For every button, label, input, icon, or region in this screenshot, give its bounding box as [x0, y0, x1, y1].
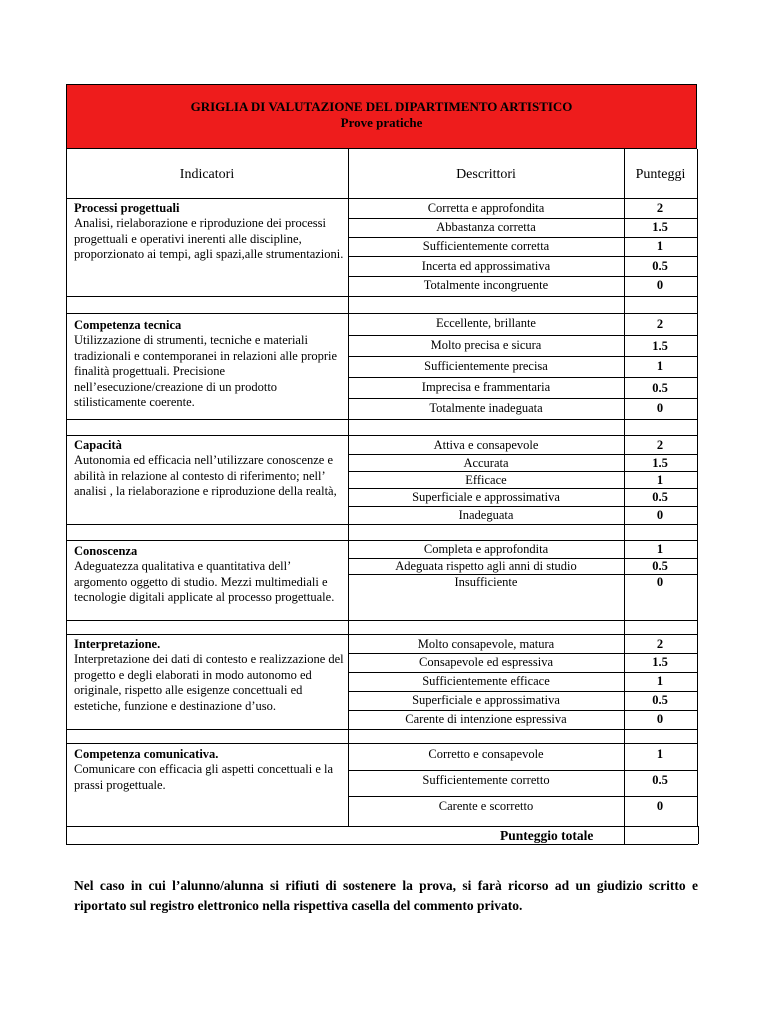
score: 0 [656, 799, 664, 813]
descriptor: Imprecisa e frammentaria [421, 380, 551, 394]
score: 1 [656, 359, 664, 373]
indicator-description: Analisi, rielaborazione e riproduzione dei processi progettuali e operativi inerenti alle discipline, proporzionato ai tempi, agli spazi,alle strumentazioni. [74, 216, 344, 261]
score: 0 [656, 401, 664, 415]
indicator-title: Competenza tecnica [74, 318, 182, 332]
row-divider [348, 237, 697, 238]
descriptor: Carente e scorretto [438, 799, 534, 813]
indicator-capacita [74, 438, 346, 500]
score: 2 [656, 637, 664, 651]
row-divider [348, 653, 697, 654]
descriptor: Sufficientemente efficace [422, 674, 550, 688]
descriptor: Adeguata rispetto agli anni di studio [395, 559, 577, 573]
table-border-right [697, 149, 698, 826]
score: 1.5 [652, 339, 668, 353]
score: 0 [656, 575, 664, 589]
indicator-description: Autonomia ed efficacia nell’utilizzare conoscenze e abilità in relazione al contesto di riferimento; nell’ analisi , la rielaborazione e riproduzione della realtà, [74, 453, 337, 498]
row-divider [348, 672, 697, 673]
score: 2 [656, 438, 664, 452]
row-divider [348, 691, 697, 692]
row-divider [348, 377, 697, 378]
row-divider [348, 398, 697, 399]
section-divider [66, 743, 697, 744]
score: 1 [656, 473, 664, 487]
score: 0.5 [652, 490, 668, 504]
score: 1.5 [652, 220, 668, 234]
descriptor: Abbastanza corretta [436, 220, 536, 234]
indicator-description: Interpretazione dei dati di contesto e realizzazione del progetto e degli elaborati in modo autonomo ed originale, rispetto alle esigenze concettuali ed estetiche, funzione e destinazione d’uso. [74, 652, 344, 713]
descriptor: Corretta e approfondita [427, 201, 545, 215]
indicator-competenza-comunicativa [74, 747, 346, 793]
descriptor: Consapevole ed espressiva [419, 655, 553, 669]
indicator-conoscenza [74, 544, 346, 606]
grid-subtitle: Prove pratiche [340, 115, 423, 130]
indicator-processi-progettuali [74, 201, 346, 263]
descriptor: Sufficientemente corretta [422, 239, 550, 253]
grid-title: GRIGLIA DI VALUTAZIONE DEL DIPARTIMENTO ARTISTICO [190, 99, 573, 114]
score: 2 [656, 201, 664, 215]
score: 0.5 [652, 559, 668, 573]
row-divider [348, 796, 697, 797]
row-divider [348, 471, 697, 472]
total-score-label: Punteggio totale [500, 828, 594, 843]
section-divider [66, 729, 697, 730]
column-header-scores: Punteggi [635, 167, 686, 182]
indicator-title: Capacità [74, 438, 122, 452]
score: 0 [656, 278, 664, 292]
row-divider [348, 770, 697, 771]
indicator-description: Adeguatezza qualitativa e quantitativa dell’ argomento oggetto di studio. Mezzi multimediali e tecnologie digitali applicate al processo progettuale. [74, 559, 335, 604]
score: 0.5 [652, 773, 668, 787]
indicator-competenza-tecnica [74, 318, 346, 411]
descriptor: Sufficientemente corretto [422, 773, 550, 787]
section-divider [66, 524, 697, 525]
column-header-indicators: Indicatori [179, 167, 235, 182]
score: 0.5 [652, 693, 668, 707]
row-divider [348, 506, 697, 507]
descriptor: Efficace [465, 473, 507, 487]
score: 1 [656, 239, 664, 253]
row-divider [348, 256, 697, 257]
section-divider [66, 313, 697, 314]
row-divider [348, 710, 697, 711]
row-divider [348, 454, 697, 455]
descriptor: Attiva e consapevole [433, 438, 539, 452]
indicator-description: Comunicare con efficacia gli aspetti concettuali e la prassi progettuale. [74, 762, 334, 792]
refusal-note: Nel caso in cui l’alunno/alunna si rifiuti di sostenere la prova, si farà ricorso ad un giudizio scritto e riportato sul registro elettronico nella rispettiva casella del commento privato. [74, 878, 698, 913]
descriptor: Molto precisa e sicura [430, 338, 542, 352]
descriptor: Totalmente incongruente [423, 278, 549, 292]
section-divider [66, 435, 697, 436]
score: 1.5 [652, 456, 668, 470]
descriptor: Corretto e consapevole [428, 747, 544, 761]
score: 0.5 [652, 259, 668, 273]
indicator-interpretazione [74, 637, 346, 714]
section-divider [66, 620, 697, 621]
indicator-title: Interpretazione. [74, 637, 161, 651]
descriptor: Totalmente inadeguata [429, 401, 543, 415]
descriptor: Inadeguata [458, 508, 514, 522]
descriptor: Superficiale e approssimativa [412, 693, 560, 707]
total-row-top [66, 826, 698, 827]
row-divider [348, 356, 697, 357]
total-box-right [698, 826, 699, 844]
score: 0 [656, 712, 664, 726]
row-divider [348, 335, 697, 336]
header-row-bottom [66, 198, 697, 199]
indicator-title: Competenza comunicativa. [74, 747, 219, 761]
indicator-description: Utilizzazione di strumenti, tecniche e materiali tradizionali e contemporanei in relazioni alle proprie finalità progettuali. Precisione nell’esecuzione/creazione di un prodotto stilisticamente coerente. [74, 333, 338, 409]
descriptor: Eccellente, brillante [436, 316, 536, 330]
score: 1 [656, 542, 664, 556]
descriptor: Superficiale e approssimativa [412, 490, 560, 504]
column-header-descriptors: Descrittori [456, 167, 516, 182]
descriptor: Molto consapevole, matura [417, 637, 555, 651]
section-divider [66, 296, 697, 297]
row-divider [348, 488, 697, 489]
score: 0 [656, 508, 664, 522]
table-border-bottom [66, 844, 698, 845]
indicator-title: Conoscenza [74, 544, 138, 558]
descriptor: Completa e approfondita [423, 542, 549, 556]
descriptor: Accurata [463, 456, 509, 470]
score: 1 [656, 674, 664, 688]
section-divider [66, 419, 697, 420]
row-divider [348, 218, 697, 219]
score: 2 [656, 317, 664, 331]
grid-header [66, 84, 697, 149]
section-divider [66, 540, 697, 541]
indicator-title: Processi progettuali [74, 201, 180, 215]
descriptor: Insufficiente [454, 575, 518, 589]
descriptor: Sufficientemente precisa [424, 359, 548, 373]
descriptor: Carente di intenzione espressiva [405, 712, 567, 726]
section-divider [66, 634, 697, 635]
row-divider [348, 276, 697, 277]
score: 1 [656, 747, 664, 761]
table-border-left [66, 149, 67, 844]
score: 1.5 [652, 655, 668, 669]
score: 0.5 [652, 381, 668, 395]
descriptor: Incerta ed approssimativa [421, 259, 551, 273]
